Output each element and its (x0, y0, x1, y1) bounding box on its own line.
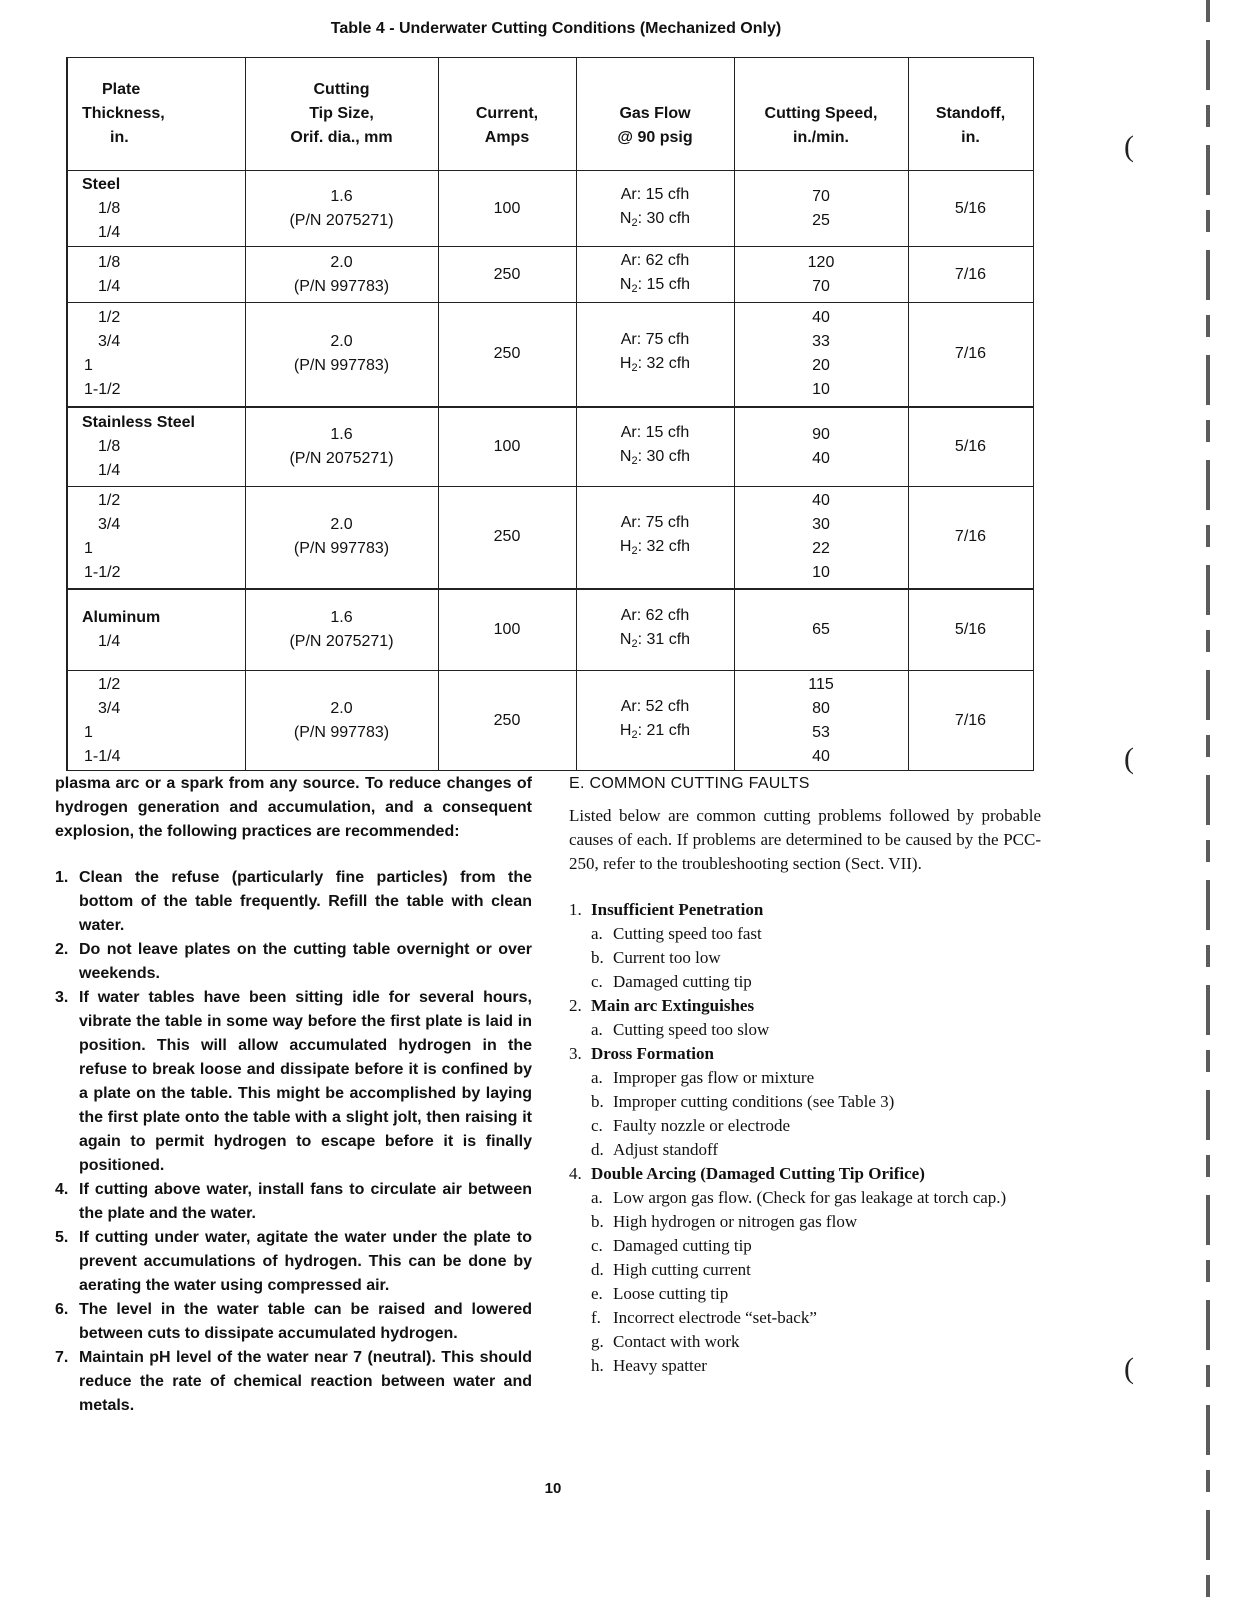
cell-current: 100 (438, 407, 576, 487)
cause-letter: c. (591, 972, 603, 991)
thickness-value: 1 (84, 723, 93, 741)
speed-value: 53 (812, 723, 830, 741)
item-number: 2. (55, 941, 69, 958)
table-row (67, 303, 1033, 407)
gas-element: N (619, 447, 632, 465)
cell-standoff: 5/16 (908, 589, 1033, 671)
item-text: Clean the refuse (particularly fine particles) from the bottom of the table frequently. Refill the table with clean water. (79, 869, 532, 934)
cell-current: 100 (438, 171, 576, 247)
cell-cutting-speed (734, 303, 908, 407)
cause-item (591, 1354, 1041, 1378)
gas-flow-rate: : 30 cfh (637, 209, 691, 227)
tip-diameter: 1.6 (330, 425, 353, 443)
fault-number: 1. (569, 900, 582, 919)
fault-number: 4. (569, 1164, 582, 1183)
gas-element: H (619, 721, 632, 739)
cause-item (591, 1114, 1041, 1138)
cause-item (591, 1138, 1041, 1162)
cell-gas-flow (576, 407, 734, 487)
cell-current: 250 (438, 247, 576, 303)
cause-text: High hydrogen or nitrogen gas flow (613, 1212, 858, 1231)
tip-part-number: (P/N 2075271) (289, 449, 394, 467)
item-text: Maintain pH level of the water near 7 (neutral). This should reduce the rate of chemical reaction between water and metals. (79, 1349, 532, 1414)
table-caption: Table 4 - Underwater Cutting Conditions (Mechanized Only) (330, 20, 782, 37)
cause-letter: b. (591, 1092, 604, 1111)
cause-list (591, 1018, 1041, 1042)
cell-gas-flow (576, 487, 734, 589)
thickness-value: 3/4 (98, 333, 121, 351)
table-row (67, 407, 1033, 487)
gas-secondary (577, 352, 734, 380)
cause-letter: d. (591, 1260, 604, 1279)
gas-secondary (577, 535, 734, 563)
cell-standoff: 7/16 (908, 303, 1033, 407)
cause-item (591, 1258, 1041, 1282)
cell-plate-thickness (67, 671, 245, 771)
cell-standoff: 5/16 (908, 171, 1033, 247)
cause-text: Loose cutting tip (613, 1284, 729, 1303)
cause-list (591, 1186, 1041, 1378)
gas-argon: Ar: 62 cfh (620, 251, 690, 269)
item-number: 5. (55, 1229, 69, 1246)
gas-subscript: 2 (631, 282, 638, 295)
item-text: If cutting above water, install fans to circulate air between the plate and the water. (79, 1181, 532, 1222)
cause-letter: g. (591, 1332, 604, 1351)
tip-diameter: 1.6 (330, 608, 353, 626)
tip-diameter: 1.6 (330, 187, 353, 205)
thickness-value: 1/8 (98, 437, 121, 455)
table-row (67, 487, 1033, 589)
cause-letter: f. (591, 1308, 601, 1327)
gas-element: H (619, 355, 632, 373)
safety-practice-item (55, 1346, 532, 1418)
cause-letter: a. (591, 1068, 603, 1087)
margin-mark: ( (1124, 742, 1134, 775)
margin-mark: ( (1124, 1352, 1134, 1385)
gas-subscript: 2 (631, 362, 638, 375)
cell-gas-flow (576, 171, 734, 247)
cause-text: Heavy spatter (613, 1356, 707, 1375)
cause-item (591, 1090, 1041, 1114)
cause-text: Improper cutting conditions (see Table 3) (613, 1092, 895, 1111)
cell-current: 250 (438, 487, 576, 589)
gas-element: N (619, 630, 632, 648)
gas-flow-rate: : 21 cfh (637, 721, 691, 739)
cause-text: Cutting speed too fast (613, 924, 762, 943)
safety-practice-item (55, 866, 532, 938)
thickness-value: 3/4 (98, 516, 121, 534)
thickness-value: 1 (84, 357, 93, 375)
tip-part-number: (P/N 997783) (293, 723, 390, 741)
thickness-value: 1/2 (98, 675, 121, 693)
gas-argon: Ar: 52 cfh (620, 697, 690, 715)
scan-edge-mark (1206, 0, 1210, 1600)
safety-practice-item (55, 986, 532, 1178)
cause-text: Adjust standoff (613, 1140, 718, 1159)
gas-flow-rate: : 32 cfh (637, 355, 691, 373)
thickness-value: 1/8 (98, 253, 121, 271)
speed-value: 40 (812, 492, 830, 510)
tip-part-number: (P/N 997783) (293, 357, 390, 375)
cell-tip-size (245, 247, 438, 303)
cell-standoff: 7/16 (908, 671, 1033, 771)
cause-text: Incorrect electrode “set-back” (613, 1308, 817, 1327)
speed-value: 10 (812, 564, 830, 582)
tip-diameter: 2.0 (330, 253, 353, 271)
gas-flow-rate: : 31 cfh (637, 630, 691, 648)
thickness-value: 1/2 (98, 309, 121, 327)
cell-current: 100 (438, 589, 576, 671)
section-heading: E. COMMON CUTTING FAULTS (569, 775, 810, 792)
gas-secondary (577, 719, 734, 747)
cause-item (591, 1330, 1041, 1354)
gas-element: N (619, 275, 632, 293)
cause-item (591, 1066, 1041, 1090)
speed-value: 40 (812, 747, 830, 765)
gas-secondary (577, 207, 734, 235)
cause-item (591, 1282, 1041, 1306)
item-text: Do not leave plates on the cutting table overnight or over weekends. (79, 941, 532, 982)
speed-value: 70 (812, 187, 830, 205)
gas-subscript: 2 (631, 728, 638, 741)
cause-item (591, 1186, 1041, 1210)
gas-element: H (619, 538, 632, 556)
cause-item (591, 1306, 1041, 1330)
speed-value: 25 (812, 211, 830, 229)
tip-part-number: (P/N 997783) (293, 277, 390, 295)
thickness-value: 1/4 (98, 223, 121, 241)
speed-value: 70 (812, 277, 830, 295)
cause-letter: c. (591, 1236, 603, 1255)
thickness-value: 1-1/4 (84, 747, 121, 765)
safety-practice-item (55, 938, 532, 986)
table-header-row (67, 58, 1033, 171)
tip-diameter: 2.0 (330, 333, 353, 351)
item-text: If water tables have been sitting idle for several hours, vibrate the table in some way before the first plate is laid in position. This will allow accumulated hydrogen in the refuse to break loose and dissipate before it is confined by a plate on the table. This might be accomplished by laying the first plate onto the table with a slight jolt, then raising it again to permit hydrogen to escape before it is finally positioned. (79, 989, 532, 1174)
gas-subscript: 2 (631, 454, 638, 467)
gas-flow-rate: : 15 cfh (637, 275, 691, 293)
thickness-value: 1/2 (98, 492, 121, 510)
table-row (67, 671, 1033, 771)
cell-plate-thickness (67, 303, 245, 407)
cutting-faults-section (569, 772, 1041, 1378)
gas-secondary (577, 628, 734, 656)
cell-standoff: 5/16 (908, 407, 1033, 487)
cell-cutting-speed (734, 407, 908, 487)
gas-element: N (619, 209, 632, 227)
header-current: Current, Amps (438, 58, 576, 171)
gas-subscript: 2 (631, 545, 638, 558)
cause-item (591, 1210, 1041, 1234)
thickness-value: 1/4 (98, 632, 121, 650)
cause-letter: d. (591, 1140, 604, 1159)
tip-diameter: 2.0 (330, 699, 353, 717)
cell-plate-thickness (67, 589, 245, 671)
thickness-value: 1 (84, 540, 93, 558)
tip-diameter: 2.0 (330, 516, 353, 534)
speed-value: 80 (812, 699, 830, 717)
cause-list (591, 922, 1041, 994)
faults-intro: Listed below are common cutting problems followed by probable causes of each. If problems are determined to be caused by the PCC-250, refer to the troubleshooting section (Sect. VII). (569, 806, 1041, 873)
speed-value: 30 (812, 516, 830, 534)
thickness-value: 1/4 (98, 461, 121, 479)
page-number: 10 (544, 1480, 562, 1497)
fault-title: Dross Formation (591, 1044, 714, 1063)
speed-value: 65 (812, 620, 830, 638)
cause-letter: a. (591, 1020, 603, 1039)
header-cutting-speed: Cutting Speed, in./min. (734, 58, 908, 171)
fault-number: 3. (569, 1044, 582, 1063)
safety-practice-item (55, 1298, 532, 1346)
gas-secondary (577, 445, 734, 473)
fault-item (569, 898, 1041, 994)
fault-title: Insufficient Penetration (591, 900, 764, 919)
cause-letter: b. (591, 1212, 604, 1231)
table-row (67, 589, 1033, 671)
cell-tip-size (245, 589, 438, 671)
thickness-value: 1/4 (98, 277, 121, 295)
speed-value: 90 (812, 425, 830, 443)
faults-list (569, 898, 1041, 1378)
table-row (67, 171, 1033, 247)
cause-item (591, 922, 1041, 946)
speed-value: 40 (812, 449, 830, 467)
tip-part-number: (P/N 2075271) (289, 211, 394, 229)
cell-tip-size (245, 487, 438, 589)
speed-value: 120 (807, 253, 835, 271)
cause-item (591, 1234, 1041, 1258)
hydrogen-safety-section (55, 772, 532, 1418)
cause-item (591, 1018, 1041, 1042)
cell-cutting-speed (734, 589, 908, 671)
material-group-label: Stainless Steel (82, 413, 195, 431)
fault-title: Double Arcing (Damaged Cutting Tip Orifice) (591, 1164, 925, 1183)
thickness-value: 1/8 (98, 199, 121, 217)
gas-argon: Ar: 75 cfh (620, 514, 690, 532)
speed-value: 22 (812, 540, 830, 558)
speed-value: 40 (812, 309, 830, 327)
gas-argon: Ar: 62 cfh (620, 606, 690, 624)
fault-number: 2. (569, 996, 582, 1015)
speed-value: 20 (812, 357, 830, 375)
cell-gas-flow (576, 247, 734, 303)
item-number: 1. (55, 869, 69, 886)
safety-practice-item (55, 1178, 532, 1226)
tip-part-number: (P/N 2075271) (289, 632, 394, 650)
cause-text: Low argon gas flow. (Check for gas leakage at torch cap.) (613, 1188, 1007, 1207)
cell-current: 250 (438, 303, 576, 407)
cause-text: Improper gas flow or mixture (613, 1068, 815, 1087)
gas-subscript: 2 (631, 216, 638, 229)
cell-current: 250 (438, 671, 576, 771)
thickness-value: 1-1/2 (84, 381, 121, 399)
item-text: If cutting under water, agitate the water under the plate to prevent accumulations of hydrogen. This can be done by aerating the water using compressed air. (79, 1229, 532, 1294)
tip-part-number: (P/N 997783) (293, 540, 390, 558)
cell-tip-size (245, 407, 438, 487)
fault-item (569, 1162, 1041, 1378)
speed-value: 33 (812, 333, 830, 351)
fault-item (569, 1042, 1041, 1162)
fault-item (569, 994, 1041, 1042)
cause-text: Damaged cutting tip (613, 1236, 752, 1255)
gas-flow-rate: : 30 cfh (637, 447, 691, 465)
margin-mark: ( (1124, 130, 1134, 163)
gas-subscript: 2 (631, 637, 638, 650)
cell-cutting-speed (734, 487, 908, 589)
safety-practice-item (55, 1226, 532, 1298)
cause-item (591, 946, 1041, 970)
cell-gas-flow (576, 589, 734, 671)
gas-argon: Ar: 75 cfh (620, 331, 690, 349)
cause-letter: b. (591, 948, 604, 967)
material-group-label: Aluminum (82, 608, 161, 626)
safety-intro: plasma arc or a spark from any source. To reduce changes of hydrogen generation and accumulation, and a consequent explosion, the following practices are recommended: (55, 775, 532, 840)
cell-plate-thickness (67, 487, 245, 589)
cell-cutting-speed (734, 247, 908, 303)
cell-tip-size (245, 171, 438, 247)
item-number: 3. (55, 989, 69, 1006)
cell-standoff: 7/16 (908, 247, 1033, 303)
cause-letter: h. (591, 1356, 604, 1375)
cell-cutting-speed (734, 171, 908, 247)
cell-plate-thickness (67, 407, 245, 487)
item-text: The level in the water table can be raised and lowered between cuts to dissipate accumulated hydrogen. (79, 1301, 532, 1342)
speed-value: 10 (812, 381, 830, 399)
cause-letter: a. (591, 924, 603, 943)
gas-secondary (577, 273, 734, 301)
cell-gas-flow (576, 303, 734, 407)
item-number: 4. (55, 1181, 69, 1198)
gas-argon: Ar: 15 cfh (620, 185, 690, 203)
speed-value: 115 (808, 675, 834, 693)
cause-letter: a. (591, 1188, 603, 1207)
cell-plate-thickness (67, 247, 245, 303)
thickness-value: 1-1/2 (84, 564, 121, 582)
header-gas-flow: Gas Flow @ 90 psig (576, 58, 734, 171)
header-standoff: Standoff, in. (908, 58, 1033, 171)
safety-practices-list (55, 866, 532, 1418)
cause-text: Faulty nozzle or electrode (613, 1116, 791, 1135)
header-plate-thickness: Plate Thickness, in. (67, 58, 245, 171)
cell-plate-thickness (67, 171, 245, 247)
cause-text: Damaged cutting tip (613, 972, 752, 991)
thickness-value: 3/4 (98, 699, 121, 717)
item-number: 6. (55, 1301, 69, 1318)
cell-gas-flow (576, 671, 734, 771)
cause-text: Contact with work (613, 1332, 740, 1351)
cell-tip-size (245, 303, 438, 407)
gas-flow-rate: : 32 cfh (637, 538, 691, 556)
cause-letter: e. (591, 1284, 603, 1303)
header-tip-size: Cutting Tip Size, Orif. dia., mm (245, 58, 438, 171)
cell-tip-size (245, 671, 438, 771)
cause-text: High cutting current (613, 1260, 751, 1279)
cause-text: Current too low (613, 948, 721, 967)
cause-list (591, 1066, 1041, 1162)
cause-letter: c. (591, 1116, 603, 1135)
cutting-conditions-table (66, 57, 1034, 771)
item-number: 7. (55, 1349, 69, 1366)
cause-item (591, 970, 1041, 994)
material-group-label: Steel (82, 175, 121, 193)
fault-title: Main arc Extinguishes (591, 996, 755, 1015)
cell-cutting-speed (734, 671, 908, 771)
cell-standoff: 7/16 (908, 487, 1033, 589)
gas-argon: Ar: 15 cfh (620, 423, 690, 441)
table-row (67, 247, 1033, 303)
cause-text: Cutting speed too slow (613, 1020, 770, 1039)
